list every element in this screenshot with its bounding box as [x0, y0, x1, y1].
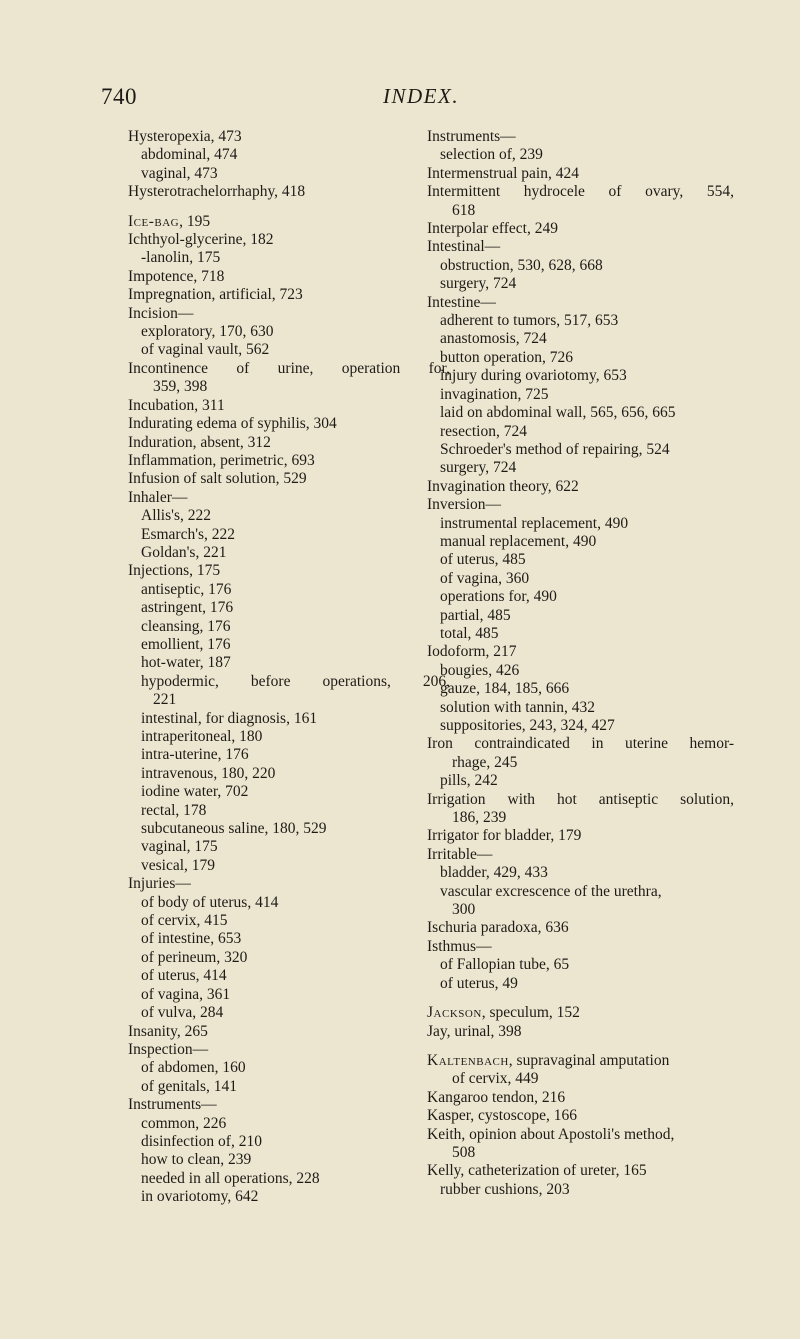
index-entry: Intermenstrual pain, 424 — [427, 164, 579, 182]
index-subentry: common, 226 — [141, 1114, 227, 1132]
index-entry: Kangaroo tendon, 216 — [427, 1088, 566, 1106]
section-gap — [128, 202, 450, 213]
index-entry: Irrigation with hot antiseptic solution, — [427, 790, 734, 808]
index-subentry: hot-water, 187 — [141, 654, 231, 672]
index-subentry: of vaginal vault, 562 — [141, 341, 270, 359]
index-entry-continuation: of cervix, 449 — [452, 1070, 539, 1088]
index-subentry: operations for, 490 — [440, 588, 557, 606]
index-entry: Invagination theory, 622 — [427, 477, 579, 495]
index-subentry: gauze, 184, 185, 666 — [440, 680, 570, 698]
index-entry: Instruments— — [427, 128, 516, 145]
index-entry: Irrigator for bladder, 179 — [427, 827, 582, 845]
index-entry-continuation: rhage, 245 — [452, 753, 518, 771]
index-entry: Incubation, 311 — [128, 396, 225, 414]
index-subentry: injury during ovariotomy, 653 — [440, 367, 627, 385]
index-column-left — [128, 128, 450, 1207]
index-subentry: Esmarch's, 222 — [141, 525, 236, 543]
index-entry: Hysterotrachelorrhaphy, 418 — [128, 183, 306, 201]
index-subentry: of intestine, 653 — [141, 930, 242, 948]
index-entry: Kelly, catheterization of ureter, 165 — [427, 1162, 647, 1180]
index-entry: Irritable— — [427, 845, 493, 863]
index-subentry: total, 485 — [440, 624, 499, 642]
index-subentry: vascular excrescence of the urethra, — [440, 882, 662, 900]
index-subentry: -lanolin, 175 — [141, 249, 221, 267]
index-subentry: disinfection of, 210 — [141, 1132, 262, 1150]
index-subentry: button operation, 726 — [440, 348, 574, 366]
index-subentry: of Fallopian tube, 65 — [440, 956, 570, 974]
index-subentry: exploratory, 170, 630 — [141, 323, 274, 341]
index-subentry: bladder, 429, 433 — [440, 864, 548, 882]
index-entry: Jay, urinal, 398 — [427, 1022, 522, 1040]
index-entry: Inhaler— — [128, 488, 188, 506]
index-entry: Interpolar effect, 249 — [427, 220, 558, 238]
index-subentry: of cervix, 415 — [141, 912, 228, 930]
index-subentry: instrumental replacement, 490 — [440, 514, 629, 532]
index-subentry: of body of uterus, 414 — [141, 893, 279, 911]
index-entry: Infusion of salt solution, 529 — [128, 470, 307, 488]
index-entry: Impregnation, artificial, 723 — [128, 286, 303, 304]
index-subentry: vaginal, 175 — [141, 838, 218, 856]
index-subentry: bougies, 426 — [440, 661, 520, 679]
index-subentry: Allis's, 222 — [141, 507, 211, 525]
index-subentry: antiseptic, 176 — [141, 580, 232, 598]
index-subentry: surgery, 724 — [440, 275, 517, 293]
index-column-right — [427, 128, 734, 1199]
index-subentry: adherent to tumors, 517, 653 — [440, 312, 619, 330]
index-entry: Isthmus— — [427, 937, 492, 955]
index-entry: Ischuria paradoxa, 636 — [427, 919, 569, 937]
index-subentry: cleansing, 176 — [141, 617, 231, 635]
index-subentry: pills, 242 — [440, 772, 498, 790]
index-subentry: needed in all operations, 228 — [141, 1169, 320, 1187]
index-subentry: intestinal, for diagnosis, 161 — [141, 709, 318, 727]
index-entry: Instruments— — [128, 1096, 217, 1114]
index-entry: Intestinal— — [427, 238, 501, 256]
index-subentry: suppositories, 243, 324, 427 — [440, 717, 615, 734]
index-subentry: of genitals, 141 — [141, 1077, 237, 1095]
index-entry: Intestine— — [427, 293, 496, 311]
index-subentry: how to clean, 239 — [141, 1151, 252, 1169]
index-subentry: of uterus, 414 — [141, 967, 227, 985]
index-subentry: anastomosis, 724 — [440, 330, 547, 348]
index-subentry: of vagina, 360 — [440, 569, 530, 587]
index-entry: Induration, absent, 312 — [128, 433, 271, 451]
index-entry: Indurating edema of syphilis, 304 — [128, 415, 337, 433]
index-entry: Ichthyol-glycerine, 182 — [128, 231, 274, 249]
section-gap — [427, 993, 734, 1004]
index-entry: Inflammation, perimetric, 693 — [128, 451, 315, 469]
index-subentry: resection, 724 — [440, 422, 527, 440]
index-subentry: Schroeder's method of repairing, 524 — [440, 440, 670, 458]
index-subentry: partial, 485 — [440, 606, 511, 624]
index-subentry: intra-uterine, 176 — [141, 746, 249, 764]
index-entry: Kaltenbach, supravaginal amputation — [427, 1051, 670, 1069]
index-entry: Injuries— — [128, 875, 191, 893]
index-entry-continuation: 221 — [153, 691, 177, 709]
index-entry: Iodoform, 217 — [427, 643, 517, 661]
page-number: 740 — [101, 84, 137, 109]
index-subentry: surgery, 724 — [440, 459, 517, 477]
index-subentry: manual replacement, 490 — [440, 532, 597, 550]
index-entry-continuation: 618 — [452, 201, 476, 219]
index-subentry: intraperitoneal, 180 — [141, 728, 263, 745]
index-subentry: vesical, 179 — [141, 856, 216, 874]
index-subentry: in ovariotomy, 642 — [141, 1188, 259, 1206]
index-entry: Insanity, 265 — [128, 1022, 208, 1040]
index-entry-continuation: 186, 239 — [452, 809, 507, 827]
index-subentry: solution with tannin, 432 — [440, 698, 595, 716]
page-header — [0, 84, 800, 114]
index-entry: Kasper, cystoscope, 166 — [427, 1107, 578, 1125]
index-entry: Injections, 175 — [128, 562, 221, 580]
running-head: INDEX. — [383, 84, 460, 108]
index-subentry: selection of, 239 — [440, 146, 543, 164]
index-entry: Inversion— — [427, 496, 502, 514]
index-entry: Impotence, 718 — [128, 267, 225, 285]
index-subentry: abdominal, 474 — [141, 146, 238, 164]
index-subentry: of vagina, 361 — [141, 985, 231, 1003]
index-subentry: of vulva, 284 — [141, 1004, 224, 1022]
index-entry-continuation: 508 — [452, 1143, 476, 1161]
index-entry: Inspection— — [128, 1040, 209, 1058]
index-entry: Incontinence of urine, operation for, — [128, 359, 450, 377]
index-entry: Iron contraindicated in uterine hemor- — [427, 735, 734, 753]
index-entry: Jackson, speculum, 152 — [427, 1004, 580, 1022]
index-subentry: of uterus, 49 — [440, 974, 518, 992]
index-subentry: rectal, 178 — [141, 801, 207, 819]
index-entry-continuation: 359, 398 — [153, 378, 208, 396]
index-subentry: Goldan's, 221 — [141, 543, 227, 561]
index-subentry: intravenous, 180, 220 — [141, 764, 276, 782]
index-entry: Keith, opinion about Apostoli's method, — [427, 1125, 675, 1143]
index-subentry: invagination, 725 — [440, 385, 549, 403]
index-subentry: iodine water, 702 — [141, 783, 249, 801]
index-entry: Hysteropexia, 473 — [128, 128, 242, 145]
index-subentry: vaginal, 473 — [141, 164, 218, 182]
index-entry-continuation: 300 — [452, 901, 476, 919]
index-subentry: hypodermic, before operations, 206, — [141, 672, 450, 690]
index-entry: Intermittent hydrocele of ovary, 554, — [427, 183, 734, 201]
index-subentry: rubber cushions, 203 — [440, 1180, 570, 1198]
index-subentry: subcutaneous saline, 180, 529 — [141, 820, 327, 838]
section-gap — [427, 1041, 734, 1052]
index-subentry: of perineum, 320 — [141, 948, 248, 966]
index-subentry: astringent, 176 — [141, 599, 234, 617]
index-entry: Ice-bag, 195 — [128, 212, 211, 230]
index-subentry: of uterus, 485 — [440, 551, 526, 569]
index-subentry: laid on abdominal wall, 565, 656, 665 — [440, 404, 676, 422]
index-entry: Incision— — [128, 304, 194, 322]
index-subentry: emollient, 176 — [141, 635, 231, 653]
index-subentry: of abdomen, 160 — [141, 1059, 246, 1077]
index-subentry: obstruction, 530, 628, 668 — [440, 256, 603, 274]
